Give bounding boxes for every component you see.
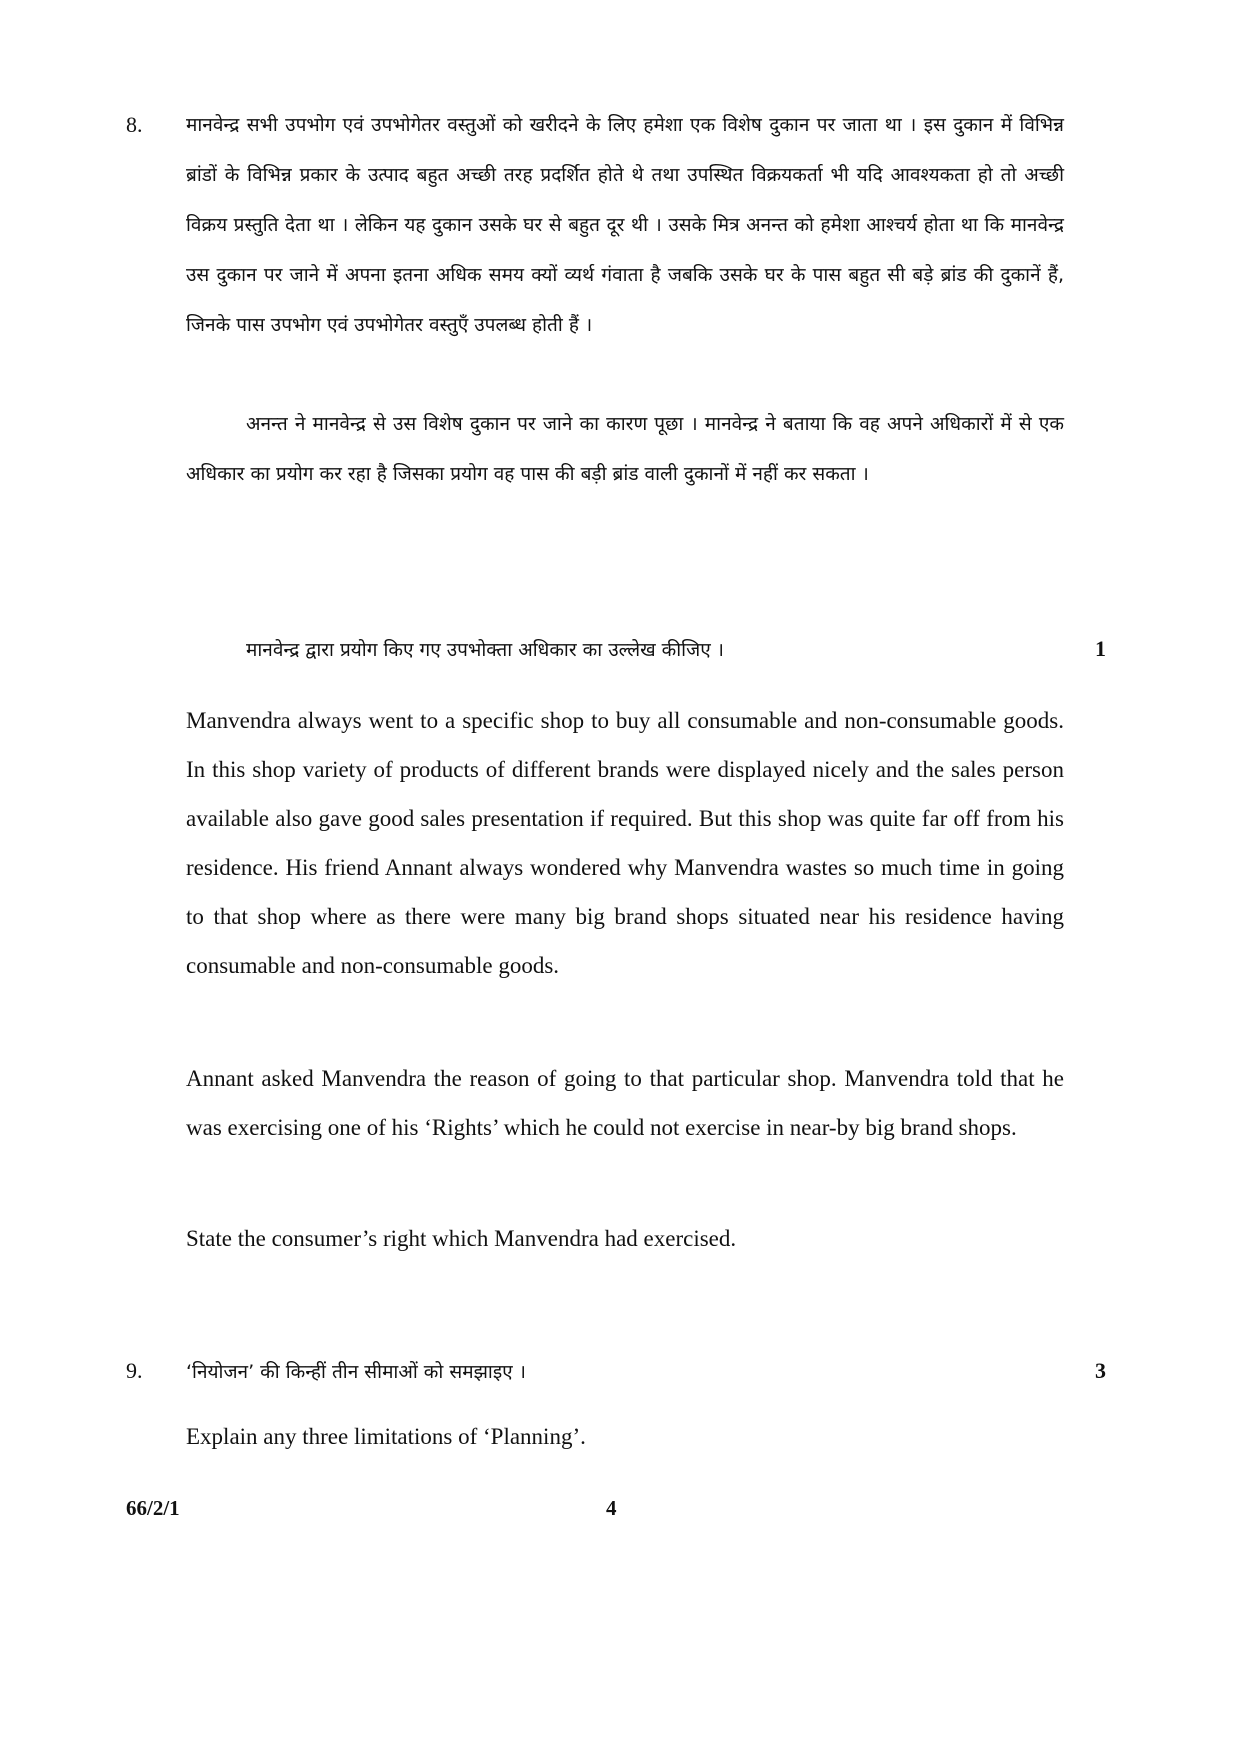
page-number: 4 [606, 1496, 617, 1520]
question-8-english-paragraph-1: Manvendra always went to a specific shop to buy all consumable and non-consumable goods. In this shop variety of products of different brands were displayed nicely and the sales person available also gave good sales presentation if required. But this shop was quite far off from his residence. His friend Annant always wondered why Manvendra wastes so much time in going to that shop where as there were many big brand shops situated near his residence having consumable and non-consumable goods. [186, 708, 1064, 978]
question-8-english-paragraph-2: Annant asked Manvendra the reason of going to that particular shop. Manvendra told that he was exercising one of his ‘Rights’ which he could not exercise in near-by big brand shops. [186, 1066, 1064, 1140]
question-8-hindi-paragraph-1: मानवेन्द्र सभी उपभोग एवं उपभोगेतर वस्तुओं को खरीदने के लिए हमेशा एक विशेष दुकान पर जाता था । इस दुकान में विभिन्न ब्रांडों के विभिन्न प्रकार के उत्पाद बहुत अच्छी तरह प्रदर्शित होते थे तथा उपस्थित विक्रयकर्ता भी यदि आवश्यकता हो तो अच्छी विक्रय प्रस्तुति देता था । लेकिन यह दुकान उसके घर से बहुत दूर थी । उसके मित्र अनन्त को हमेशा आश्चर्य होता था कि मानवेन्द्र उस दुकान पर जाने में अपना इतना अधिक समय क्यों व्यर्थ गंवाता है जबकि उसके घर के पास बहुत सी बड़े ब्रांड की दुकानें हैं, जिनके पास उपभोग एवं उपभोगेतर वस्तुएँ उपलब्ध होती हैं । [186, 114, 1064, 336]
question-8-number: 8. [126, 112, 143, 137]
question-8-hindi-question: मानवेन्द्र द्वारा प्रयोग किए गए उपभोक्ता अधिकार का उल्लेख कीजिए । [246, 639, 724, 661]
question-9-marks: 3 [1095, 1358, 1106, 1383]
question-9-english-question: Explain any three limitations of ‘Planning’. [186, 1424, 586, 1449]
paper-code: 66/2/1 [126, 1496, 180, 1520]
question-8-marks: 1 [1095, 636, 1106, 661]
question-9-number: 9. [126, 1358, 143, 1383]
question-9-hindi-question: ‘नियोजन’ की किन्हीं तीन सीमाओं को समझाइए । [186, 1361, 526, 1383]
question-8-hindi-paragraph-2: अनन्त ने मानवेन्द्र से उस विशेष दुकान पर जाने का कारण पूछा । मानवेन्द्र ने बताया कि वह अपने अधिकारों में से एक अधिकार का प्रयोग कर रहा है जिसका प्रयोग वह पास की बड़ी ब्रांड वाली दुकानों में नहीं कर सकता । [186, 413, 1064, 485]
question-8-english-question: State the consumer’s right which Manvendra had exercised. [186, 1226, 737, 1251]
